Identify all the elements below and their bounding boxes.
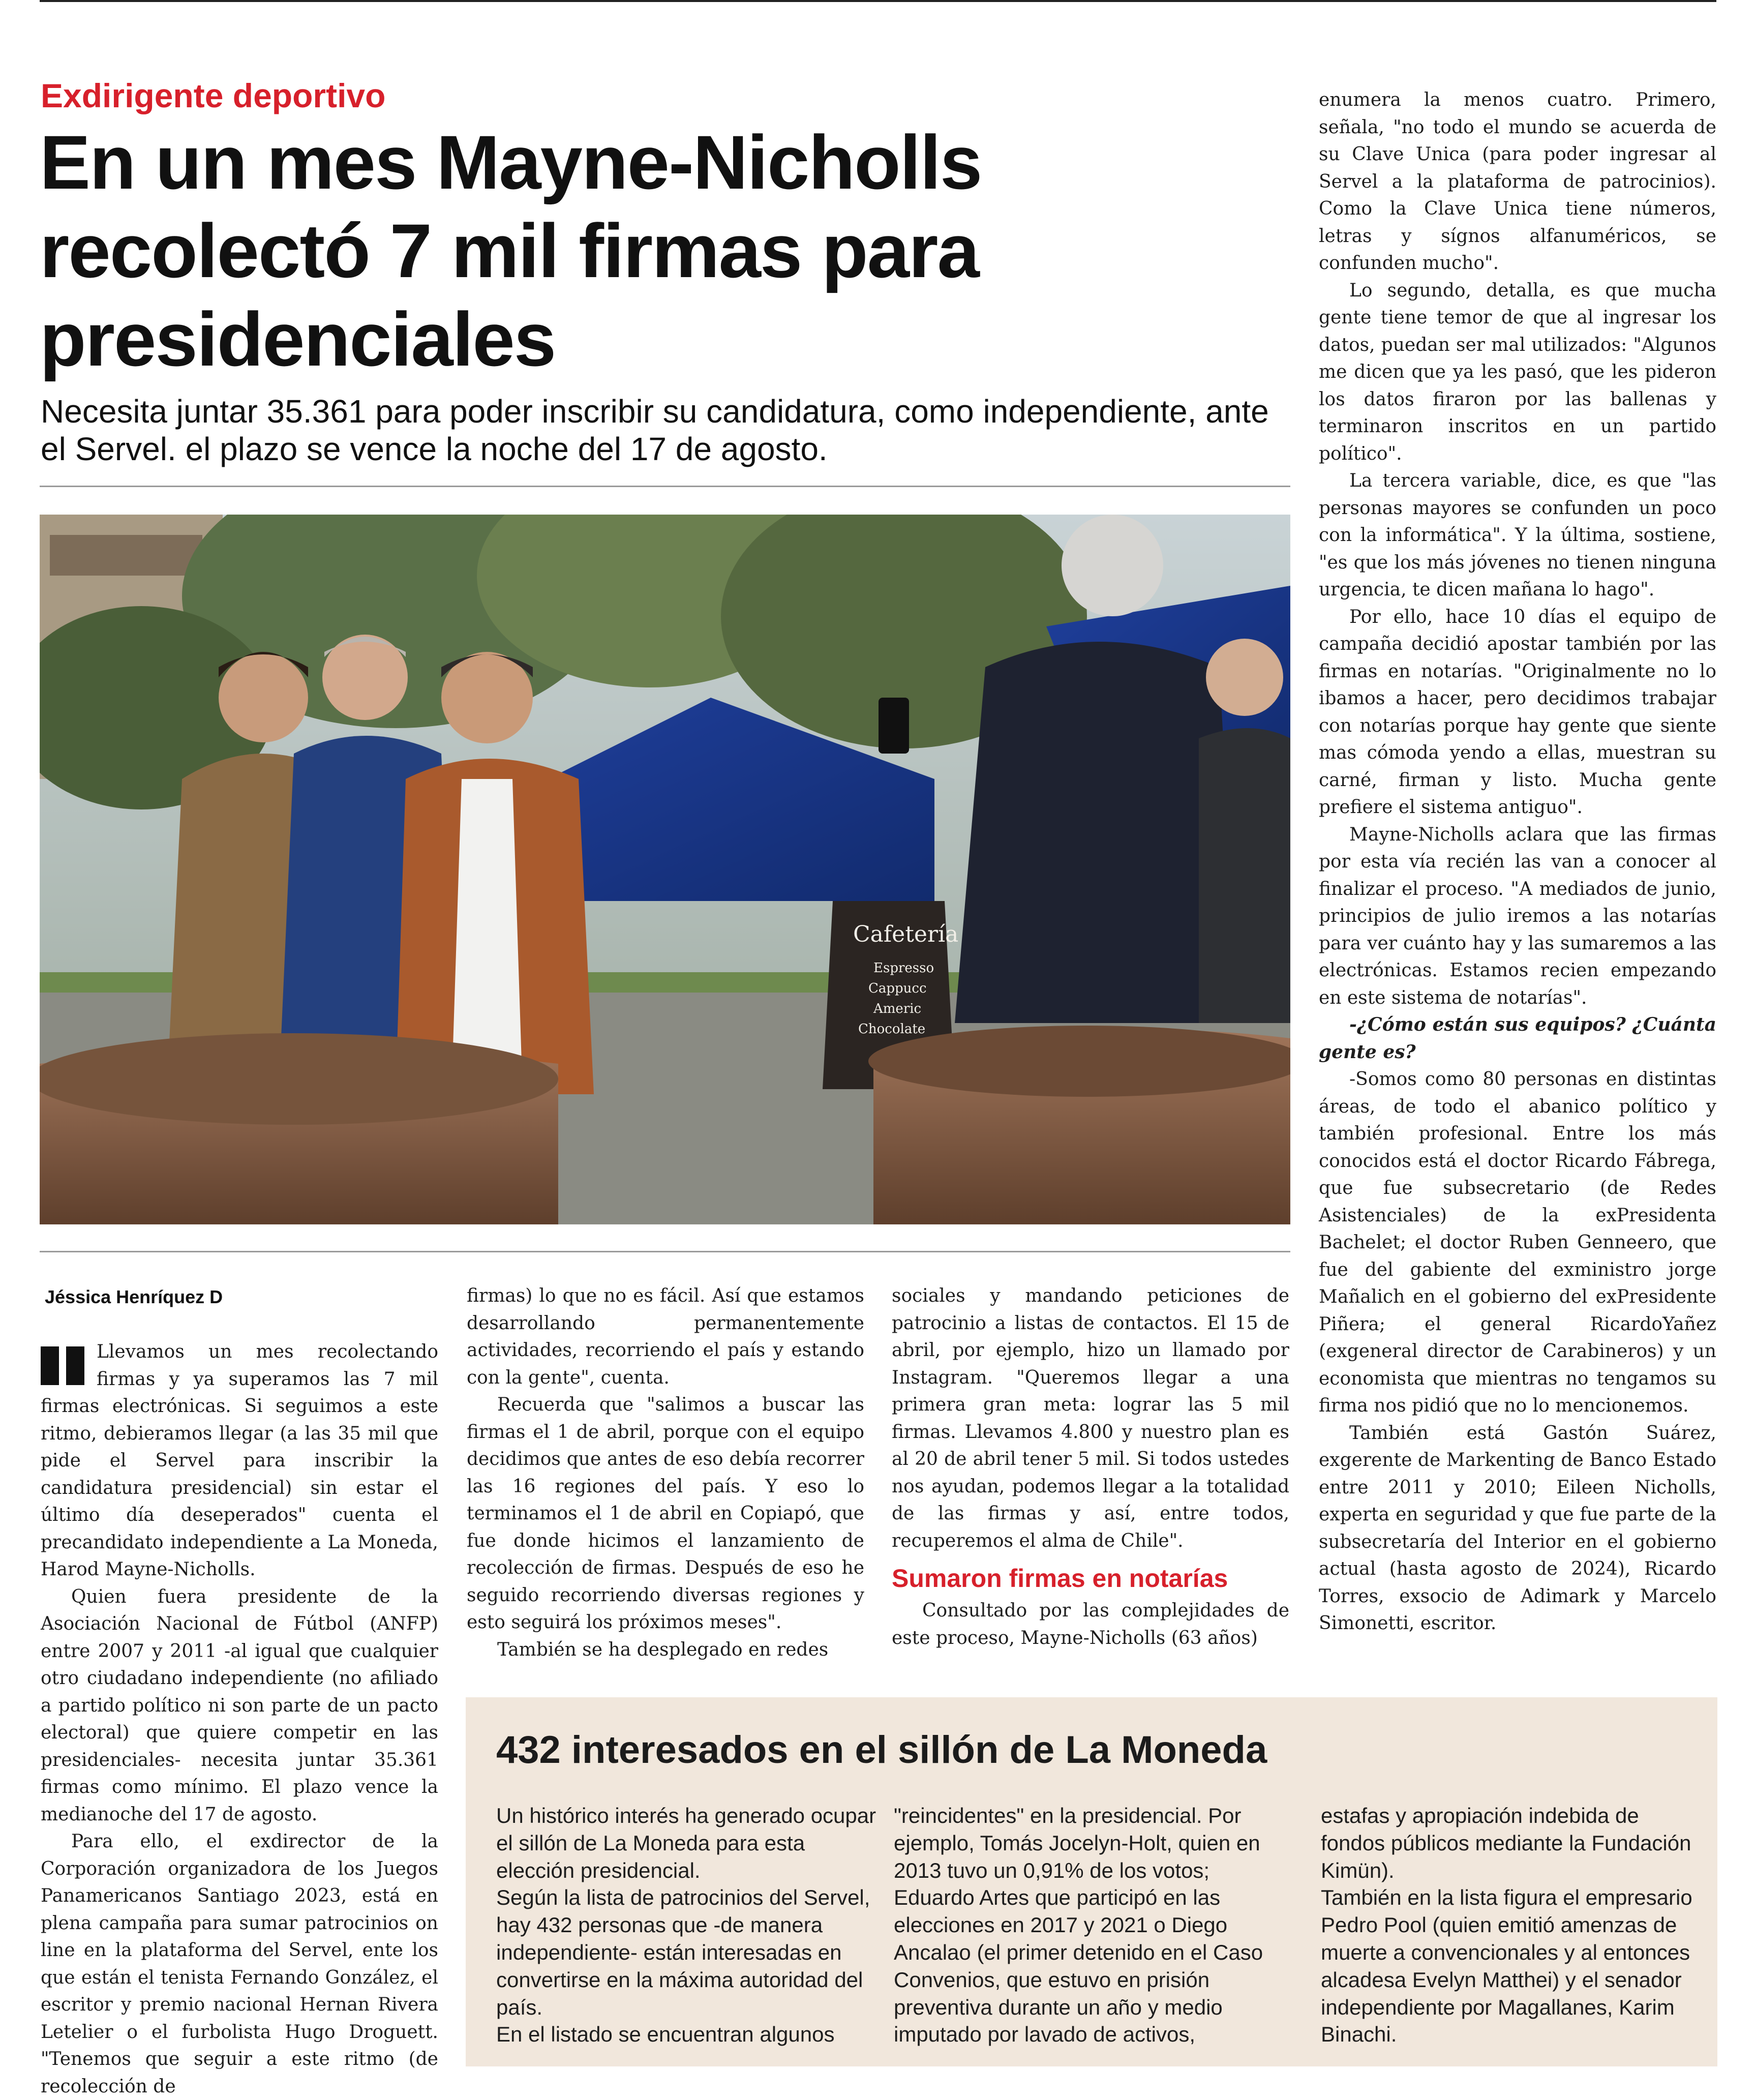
article-column-4 [1319,86,1716,1637]
sign-line-3: Cappucc [868,981,927,996]
box-column-2 [894,1802,1290,2048]
photo-divider [40,1251,1290,1252]
article-column-3 [892,1282,1289,1652]
paragraph: Quien fuera presidente de la Asociación Nacional de Fútbol (ANFP) entre 2007 y 2011 -al igual que cualquier otro ciudadano independiente (no afiliado a partido político ni son parte de un pacto electoral) que quiere competir en las presidenciales- necesita juntar 35.361 firmas como mínimo. El plazo vence la medianoche del 17 de agosto. [41,1586,438,1825]
paragraph: También se ha desplegado en redes [497,1639,829,1660]
interview-question: -¿Cómo están sus equipos? ¿Cuánta gente es? [1319,1014,1716,1063]
box-title: 432 interesados en el sillón de La Moneda [496,1728,1267,1772]
sign-line-1: Cafetería [853,921,959,947]
sign-line-5: Chocolate [858,1022,926,1037]
paragraph: También está Gastón Suárez, exgerente de Markenting de Banco Estado entre 2011 y 2010; Eileen Nicholls, experta en seguridad y que fue parte de la subsecretaría del Interior en el gobierno actual (hasta agosto de 2024), Ricardo Torres, exsocio de Adimark y Marcelo Simonetti, escritor. [1319,1422,1716,1634]
article-column-1 [41,1338,438,2100]
box-paragraph: Un histórico interés ha generado ocupar el sillón de La Moneda para esta elección presidencial. [496,1804,876,1882]
box-column-3 [1321,1802,1702,2048]
box-paragraph: También en la lista figura el empresario Pedro Pool (quien emitió amenzas de muerte a convencionales y al entonces alcadesa Evelyn Matthei) y el senador independiente por Magallanes, Karim Binachi. [1321,1885,1692,2047]
kicker: Exdirigente deportivo [41,77,386,114]
paragraph: Para ello, el exdirector de la Corporación organizadora de los Juegos Panamericanos Santiago 2023, está en plena campaña para sumar patrocinios on line en la plataforma del Servel, ente los que están el tenista Fernando González, el escritor y premio nacional Hernan Rivera Letelier o el furbolista Hugo Droguett. "Tenemos que seguir a este ritmo (de recolección de [41,1831,438,2097]
paragraph: sociales y mandando peticiones de patrocinio a listas de contactos. El 15 de abril, por ejemplo, hizo un llamado por Instagram. "Queremos llegar a una primera gran meta: lograr las 5 mil firmas. Llevamos 4.800 y nuestro plan es al 20 de abril tener 5 mil. Si todos ustedes nos ayudan, podemos llegar a la totalidad de las firmas y así, entre todos, recuperemos el alma de Chile". [892,1285,1289,1551]
top-rule [40,0,1716,2]
sign-line-2: Espresso [873,961,934,976]
paragraph: enumera la menos cuatro. Primero, señala, "no todo el mundo se acuerda de su Clave Unica (para poder ingresar al Servel a la plataforma de patrocinios). Como la Clave Unica tiene números, letras y sígnos alfanuméricos, se confunden mucho". [1319,89,1716,274]
box-paragraph: En el listado se encuentran algunos [496,2022,835,2047]
paragraph: Consultado por las complejidades de este proceso, Mayne-Nicholls (63 años) [892,1600,1289,1648]
subhead: Necesita juntar 35.361 para poder inscribir su candidatura, como independiente, ante el Servel. el plazo se vence la noche del 17 de agosto. [41,393,1269,467]
box-paragraph: "reincidentes" en la presidencial. Por ejemplo, Tomás Jocelyn-Holt, quien en 2013 tuvo un 0,91% de los votos; Eduardo Artes que participó en las elecciones en 2017 y 2021 o Diego Ancalao (el primer detenido en el Caso Convenios, que estuvo en prisión preventiva durante un año y medio imputado por lavado de activos, [894,1804,1263,2047]
box-paragraph: estafas y apropiación indebida de fondos públicos mediante la Fundación Kimün). [1321,1804,1691,1882]
section-subhead: Sumaron firmas en notarías [892,1564,1228,1593]
person-bystander [1199,639,1290,1023]
paragraph: -Somos como 80 personas en distintas áreas, de todo el abanico político y también profesional. Entre los más conocidos está el doctor Ricardo Fábrega, que fue subsecretario (de Redes Asistenciales) de la exPresidenta Bachelet; el doctor Ruben Genneero, que fue del gabiente del exministro jorge Mañalich en el gobierno del exPresidente Piñera; el general RicardoYañez (exgeneral director de Carabineros) y un economista que mientras no tengamos su firma nos pidió que no lo mencionemos. [1319,1069,1716,1416]
article-photo [40,515,1290,1224]
paragraph: La tercera variable, dice, es que "las personas mayores se confunden un poco con la informática". Y la última, sostiene, "es que los más jóvenes no tienen ninguna urgencia, te dicen mañana lo hago". [1319,470,1716,600]
paragraph: Mayne-Nicholls aclara que las firmas por esta vía recién las van a conocer al finalizar el proceso. "A mediados de junio, principios de julio iremos a las notarías para ver cuánto hay y las sumaremos a las electrónicas. Estamos recien empezando en este sistema de notarías". [1319,824,1716,1008]
quote-mark-icon [41,1346,89,1385]
subhead-divider [40,486,1290,487]
article-column-2 [467,1282,864,1663]
headline: En un mes Mayne-Nicholls recolectó 7 mil firmas para presidenciales [40,119,982,382]
paragraph: Llevamos un mes recolectando firmas y ya superamos las 7 mil firmas electrónicas. Si seguimos a este ritmo, debieramos llegar (a las 35 mil que pide el Servel para inscribir la candidatura presidencial) sin estar el último día deseperados" cuenta el precandidato independiente a La Moneda, Harod Mayne-Nicholls. [41,1341,438,1580]
box-column-1 [496,1802,879,2048]
paragraph: Lo segundo, detalla, es que mucha gente tiene temor de que al ingresar los datos, puedan ser mal utilizados: "Algunos me dicen que ya les pasó, que les pideron los datos firaron por las ballenas y terminaron inscritos en un partido político". [1319,280,1716,464]
paragraph: Por ello, hace 10 días el equipo de campaña decidió apostar también por las firmas en notarías. "Originalmente no lo ibamos a hacer, pero decidimos trabajar con notarías porque hay gente que siente mas cómoda yendo a ellas, muestran su carné, firman y listo. Mucha gente prefiere el sistema antiguo". [1319,606,1716,818]
byline: Jéssica Henríquez D [45,1286,223,1307]
paragraph: Recuerda que "salimos a buscar las firmas el 1 de abril, porque con el equipo decidimos que antes de eso debía recorrer las 16 regiones del país. Y eso lo terminamos el 1 de abril en Copiapó, que fue donde hicimos el lanzamiento de recolección de firmas. Después de eso he seguido recorriendo diversas regiones y esto seguirá los próximos meses". [467,1394,864,1633]
paragraph: firmas) lo que no es fácil. Así que estamos desarrollando permanentemente actividades, recorriendo el país y estando con la gente", cuenta. [467,1285,864,1388]
box-paragraph: Según la lista de patrocinios del Servel, hay 432 personas que -de manera independiente- están interesadas en convertirse en la máxima autoridad del país. [496,1885,870,2019]
sign-line-4: Americ [873,1001,922,1016]
